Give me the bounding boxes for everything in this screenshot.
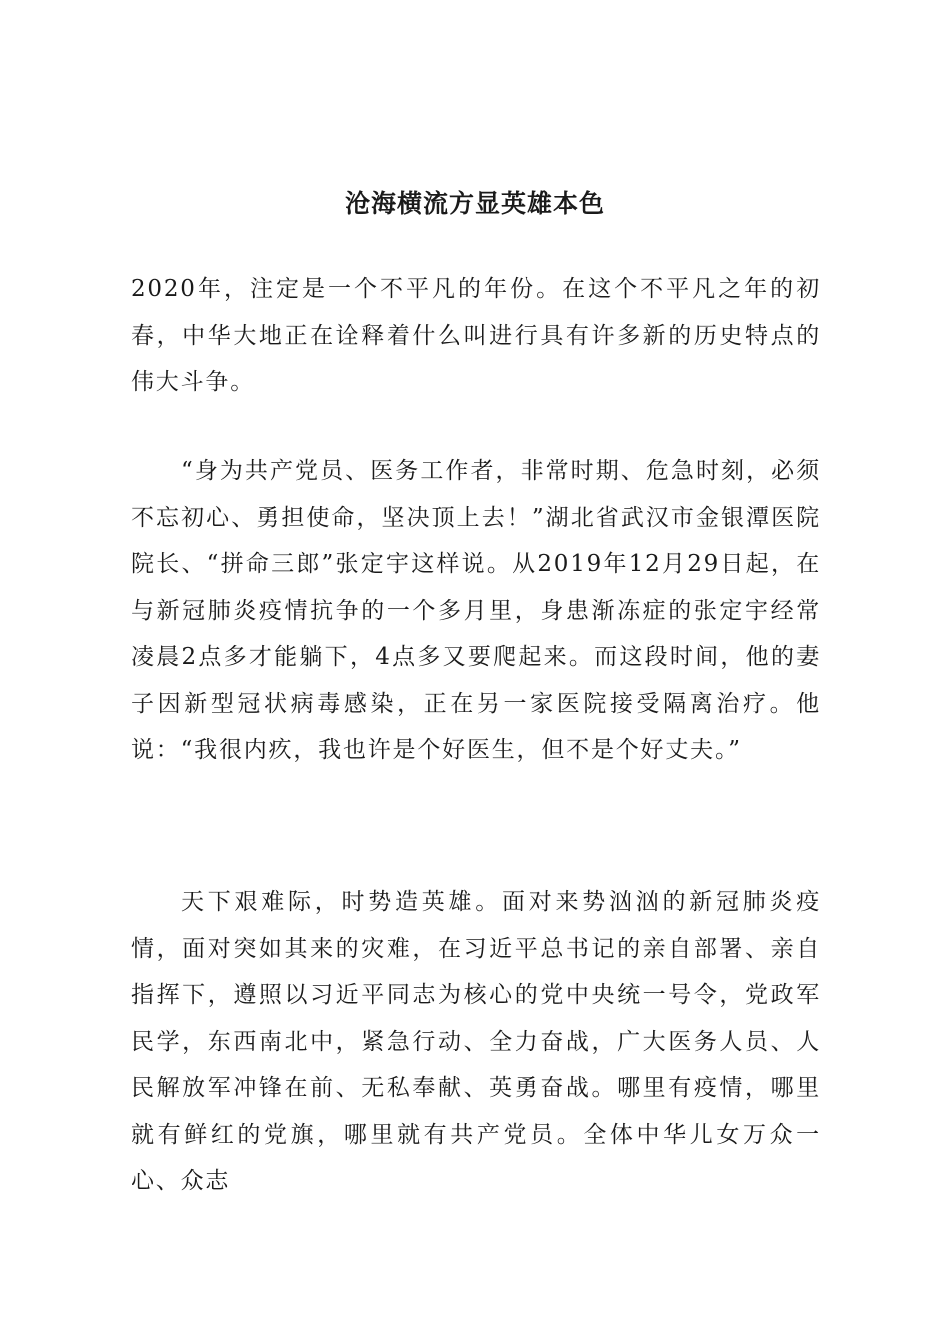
paragraph-2: “身为共产党员、医务工作者，非常时期、危急时刻，必须不忘初心、勇担使命，坚决顶上去！”湖北省武汉市金银潭医院院长、“拼命三郎”张定宇这样说。从2019年12月29日起，在与新冠肺炎疫情抗争的一个多月里，身患渐冻症的张定宇经常凌晨2点多才能躺下，4点多又要爬起来。而这段时间，他的妻子因新型冠状病毒感染，正在另一家医院接受隔离治疗。他说：“我很内疚，我也许是个好医生，但不是个好丈夫。” — [131, 458, 821, 763]
paragraph-3: 天下艰难际，时势造英雄。面对来势汹汹的新冠肺炎疫情，面对突如其来的灾难，在习近平总书记的亲自部署、亲自指挥下，遵照以习近平同志为核心的党中央统一号令，党政军民学，东西南北中，紧急行动、全力奋战，广大医务人员、人民解放军冲锋在前、无私奉献、英勇奋战。哪里有疫情，哪里就有鲜红的党旗，哪里就有共产党员。全体中华儿女万众一心、众志 — [131, 889, 821, 1194]
document-title: 沧海横流方显英雄本色 — [344, 189, 605, 218]
paragraph-1: 2020年，注定是一个不平凡的年份。在这个不平凡之年的初春，中华大地正在诠释着什么叫进行具有许多新的历史特点的伟大斗争。 — [131, 276, 821, 395]
